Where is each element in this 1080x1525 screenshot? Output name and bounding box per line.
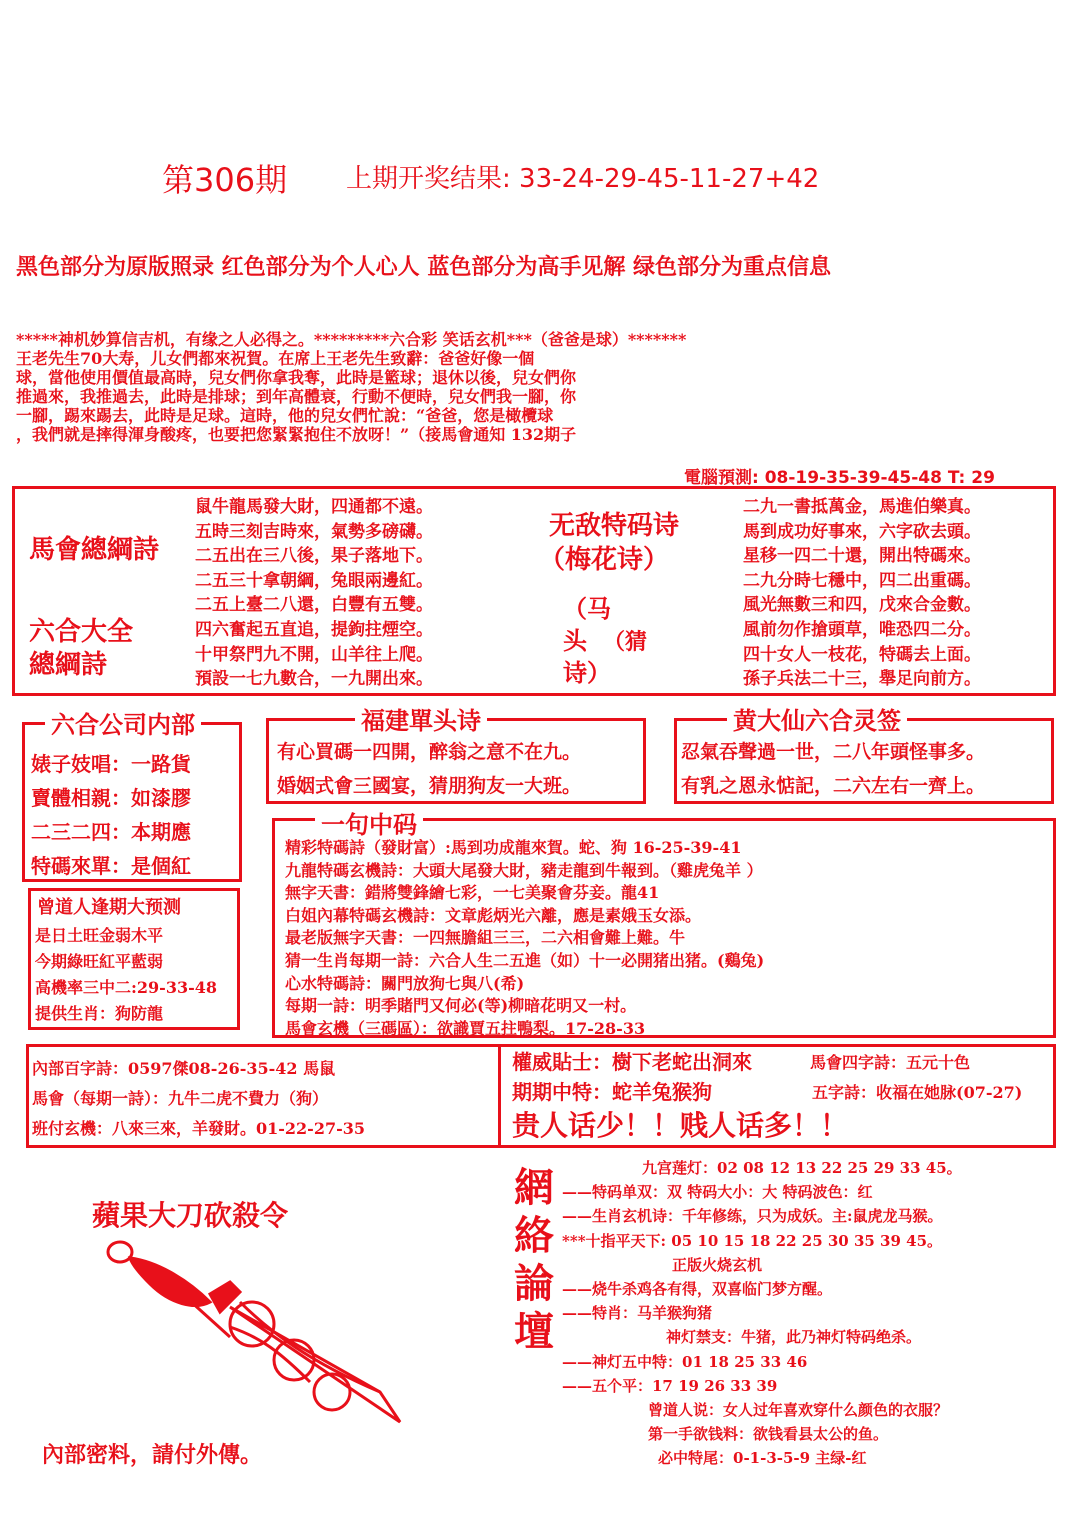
yiju-box	[272, 810, 1056, 1038]
bottom-left-line: 班付玄機：八來三來，羊發財。01-22-27-35	[32, 1119, 365, 1138]
last-result: 上期开奖结果: 33-24-29-45-11-27+42	[346, 164, 820, 194]
yiju-line: 每期一詩：明季賭門又何必(等)柳暗花明又一村。	[285, 996, 637, 1016]
bottom-divider	[498, 1044, 501, 1148]
tip-line-b: 馬會四字詩：五元十色	[810, 1053, 971, 1072]
yiju-line: 馬會玄機（三碼區）：欲識賈五拄鴨梨。17-28-33	[285, 1018, 646, 1038]
fujian-line: 婚姻式會三國宴，猜朋狗友一大班。	[277, 775, 582, 797]
poem-line: 預設一七九數合，一九開出來。	[195, 669, 433, 690]
joke-line: 推過來，我推過去，此時是排球；到年高體衰，行動不便時，兒女們我一腳，你	[16, 387, 577, 406]
mid-side: （马头诗）	[563, 594, 611, 687]
forum-line: ——生肖玄机诗：千年修练，只为成妖。主:鼠虎龙马猴。	[562, 1207, 943, 1226]
yiju-line: 猜一生肖每期一詩：六合人生二五進（如）十一必開猪出猪。(鷄兔)	[285, 950, 765, 970]
company-line: 二三二四：本期應	[31, 820, 191, 844]
knife-title: 蘋果大刀砍殺令	[92, 1199, 289, 1232]
yiju-line: 白姐內幕特碼玄機詩：文章彪炳光六離，應是素娥玉女添。	[285, 905, 702, 925]
company-title: 六合公司内部	[45, 705, 201, 740]
fujian-lines	[277, 735, 581, 803]
poem-line: 二九一書抵萬金，馬進伯樂真。	[743, 497, 981, 517]
forum-line: 第一手欲钱料：欲钱看县太公的鱼。	[648, 1425, 889, 1444]
main-label-2a: 六合大全	[29, 617, 134, 647]
joke-line: *****神机妙算信吉机，有缘之人必得之。*********六合彩 笑话玄机***（爸爸是球）*******	[16, 330, 687, 349]
poem-line: 十甲祭門九不開，山羊往上爬。	[195, 644, 433, 665]
main-poem-box	[12, 486, 1056, 696]
zeng-lines	[35, 923, 217, 1027]
forum-line: ***十指平天下: 05 10 15 18 22 25 30 35 39 45。	[562, 1231, 943, 1250]
zeng-line: 高機率三中二:29-33-48	[35, 978, 217, 997]
tip-line: 權威貼士：樹下老蛇出洞來	[512, 1050, 752, 1074]
forum-line: 九宫莲灯：02 08 12 13 22 25 29 33 45。	[642, 1159, 962, 1177]
zeng-line: 今期綠旺紅平藍弱	[35, 952, 164, 971]
forum-lines	[562, 1156, 962, 1471]
joke-line: 球，當他使用價值最高時，兒女們你拿我奪，此時是籃球；退休以後，兒女們你	[16, 368, 577, 387]
yiju-line: 最老版無字天書：一四無膽組三三，二六相會難上難。牛	[285, 928, 686, 948]
issue-number: 第306期	[162, 161, 288, 199]
mid-title-2: （梅花诗）	[539, 545, 670, 575]
forum-line: ——特码单双：双 特码大小：大 特码波色：红	[562, 1183, 873, 1202]
zeng-box	[28, 888, 240, 1030]
poem-line: 四十女人一枝花，特碼去上面。	[743, 644, 981, 665]
huang-line: 有乳之恩永惦記，二六左右一齊上。	[681, 775, 986, 797]
knife-caption: 內部密料，請付外傳。	[42, 1442, 263, 1468]
poem-line: 風前勿作搶頭草，唯恐四二分。	[743, 619, 981, 640]
forum-vertical-title: 網絡論壇	[514, 1164, 554, 1355]
poem-line: 二五上臺二八還，白豐有五雙。	[195, 595, 433, 616]
yiju-line: 精彩特碼詩（發財富）:馬到功成龍來賀。蛇、狗 16-25-39-41	[285, 838, 742, 857]
joke-line: 王老先生70大寿，儿女們都來祝賀。在席上王老先生致辭：爸爸好像一個	[16, 349, 535, 368]
huang-box	[674, 706, 1054, 804]
poem-right	[743, 495, 981, 692]
tv-prediction: 電腦預測: 08-19-35-39-45-48 T: 29	[684, 468, 995, 488]
yiju-lines	[285, 837, 764, 1040]
special-line: 期期中特：蛇羊兔猴狗	[512, 1080, 712, 1104]
company-box	[22, 710, 242, 882]
poem-line: 星移一四二十還，開出特碼來。	[743, 546, 981, 567]
huang-line: 忍氣吞聲過一世，二八年頭怪事多。	[681, 741, 986, 763]
poem-line: 二五三十拿朝綱，兔眼兩邊紅。	[195, 570, 433, 591]
poem-line: 鼠牛龍馬發大財，四通都不遠。	[195, 497, 433, 517]
forum-line: 神灯禁支：牛猪，此乃神灯特码绝杀。	[666, 1328, 922, 1347]
forum-line: 曾道人说：女人过年喜欢穿什么颜色的衣服？	[648, 1401, 949, 1420]
slogan-line: 贵人话少！！贱人话多！！	[512, 1109, 849, 1142]
main-label-2b: 總綱詩	[29, 650, 108, 680]
company-lines	[31, 747, 191, 883]
poem-line: 二五出在三八後，果子落地下。	[195, 546, 433, 567]
zeng-line: 是日土旺金弱木平	[35, 926, 164, 945]
forum-line: ——神灯五中特：01 18 25 33 46	[562, 1352, 808, 1371]
joke-line: ，我們就是摔得渾身酸疼，也要把您緊緊抱住不放呀！”（接馬會通知 132期子	[16, 425, 577, 444]
special-line-b: 五字詩：收福在她脉(07-27)	[812, 1083, 1023, 1102]
forum-line: ——烧牛杀鸡各有得，双喜临门梦方醒。	[562, 1280, 833, 1299]
huang-lines	[681, 735, 985, 803]
yiju-title: 一句中码	[315, 805, 423, 840]
legend-line: 黑色部分为原版照录 红色部分为个人心人 蓝色部分为高手见解 绿色部分为重点信息	[16, 255, 831, 280]
bottom-left-line: 馬會（每期一詩）：九牛二虎不費力（狗）	[32, 1089, 329, 1108]
forum-line: ——特肖：马羊猴狗猪	[562, 1304, 713, 1323]
poem-line: 孫子兵法二十三，舉足向前方。	[743, 669, 981, 690]
forum-line: 正版火烧玄机	[672, 1255, 763, 1274]
mid-title-1: 无敌特码诗	[549, 511, 680, 541]
poem-line: 二九分時七穩中，四二出重碼。	[743, 570, 981, 591]
poem-line: 風光無數三和四，戊來合金數。	[743, 595, 981, 616]
fujian-title: 福建單头诗	[355, 701, 487, 736]
poem-line: 五時三刻吉時來，氣勢多磅礴。	[195, 521, 433, 542]
company-line: 婊子妓唱：一路貨	[31, 752, 191, 776]
poem-line: 四六奮起五直追，提鉤拄煙空。	[195, 619, 433, 640]
joke-paragraph	[16, 330, 686, 444]
poem-left	[195, 495, 433, 692]
zeng-line: 提供生肖：狗防龍	[35, 1004, 164, 1023]
fujian-box	[266, 706, 646, 804]
knife-icon	[80, 1232, 410, 1432]
yiju-line: 心水特碼詩：關門放狗七與八(希)	[285, 973, 525, 993]
fujian-line: 有心買碼一四開，醉翁之意不在九。	[277, 741, 582, 763]
bottom-left-line: 內部百字詩：0597傑08-26-35-42 馬鼠	[32, 1059, 336, 1078]
poem-line: 馬到成功好事來，六字砍去頭。	[743, 521, 981, 542]
forum-line: 必中特尾：0-1-3-5-9 主绿-红	[658, 1449, 867, 1468]
bottom-left-lines	[32, 1054, 365, 1144]
main-label-1: 馬會總綱詩	[29, 535, 160, 565]
company-line: 賣體相親：如漆膠	[31, 786, 191, 810]
zeng-title: 曾道人逢期大预测	[37, 897, 181, 918]
forum-line: ——五个平：17 19 26 33 39	[562, 1376, 778, 1395]
joke-line: 一腳，踢來踢去，此時是足球。這時，他的兒女們忙說：“爸爸，您是橄欖球	[16, 406, 554, 425]
knife-illustration	[80, 1232, 410, 1432]
mid-side-char: （猜	[603, 629, 648, 655]
huang-title: 黄大仙六合灵签	[727, 701, 907, 736]
company-line: 特碼來單：是個紅	[31, 854, 191, 878]
yiju-line: 九龍特碼玄機詩：大頭大尾發大財，豬走龍到牛報到。（雞虎兔羊 ）	[285, 860, 763, 880]
yiju-line: 無字天書：錯將雙鋒繪七彩，一七美聚會芬妾。龍41	[285, 883, 660, 903]
